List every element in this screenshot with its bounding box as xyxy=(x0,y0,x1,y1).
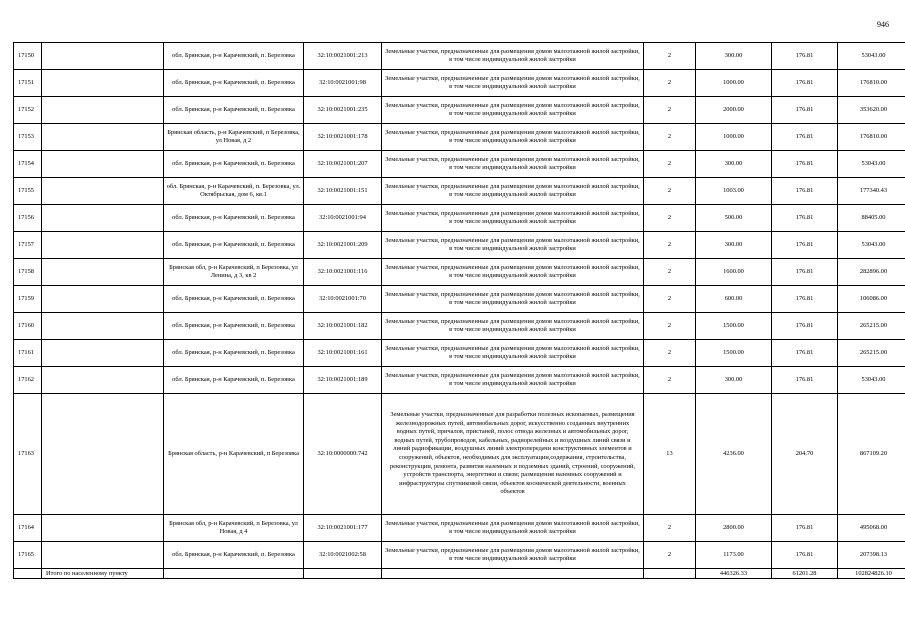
cadastral-value-cell: 53043.00 xyxy=(838,367,905,394)
address-cell: Брянская обл, р-н Карачевский, п Березовка, ул Новая, д 4 xyxy=(164,515,304,542)
group-cell: 2 xyxy=(644,340,696,367)
table-row xyxy=(14,151,905,178)
group-cell: 2 xyxy=(644,259,696,286)
group-cell: 2 xyxy=(644,43,696,70)
group-cell: 2 xyxy=(644,124,696,151)
cadastral-number-cell: 32:10:0021001:70 xyxy=(304,286,382,313)
total-row xyxy=(14,569,905,579)
table-row xyxy=(14,97,905,124)
land-use-cell: Земельные участки, предназначенные для размещения домов малоэтажной жилой застройки, в том числе индивидуальной жилой застройки xyxy=(382,97,644,124)
rate-cell: 176.81 xyxy=(772,70,838,97)
row-number-cell: 17156 xyxy=(14,205,42,232)
cadastral-number-cell: 32:10:0021001:178 xyxy=(304,124,382,151)
empty-cell xyxy=(42,259,164,286)
empty-cell xyxy=(382,569,644,579)
table-row xyxy=(14,394,905,515)
cadastral-value-cell: 867109.20 xyxy=(838,394,905,515)
address-cell: Брянская обл, р-н Карачевский, п Березовка, ул Ленина, д 3, кв 2 xyxy=(164,259,304,286)
row-number-cell: 17164 xyxy=(14,515,42,542)
rate-cell: 176.81 xyxy=(772,259,838,286)
address-cell: Брянская область, р-н Карачевский, п Березовка xyxy=(164,394,304,515)
address-cell: обл. Брянская, р-н Карачевский, п. Березовка xyxy=(164,97,304,124)
table-row xyxy=(14,232,905,259)
land-use-cell: Земельные участки, предназначенные для размещения домов малоэтажной жилой застройки, в том числе индивидуальной жилой застройки xyxy=(382,340,644,367)
empty-cell xyxy=(42,394,164,515)
area-cell: 300.00 xyxy=(696,367,772,394)
cadastral-number-cell: 32:10:0021001:189 xyxy=(304,367,382,394)
group-cell: 13 xyxy=(644,394,696,515)
empty-cell xyxy=(42,367,164,394)
group-cell: 2 xyxy=(644,515,696,542)
empty-cell xyxy=(42,286,164,313)
address-cell: обл. Брянская, р-н Карачевский, п. Березовка, ул. Октябрьская, дом 6, кв.1 xyxy=(164,178,304,205)
table-row xyxy=(14,205,905,232)
empty-cell xyxy=(42,232,164,259)
empty-cell xyxy=(42,43,164,70)
area-cell: 300.00 xyxy=(696,232,772,259)
group-cell: 2 xyxy=(644,151,696,178)
cadastral-number-cell: 32:10:0021001:213 xyxy=(304,43,382,70)
table-row xyxy=(14,515,905,542)
address-cell: Брянская область, р-н Карачевский, п Березовка, ул Новая, д 2 xyxy=(164,124,304,151)
area-cell: 1000.00 xyxy=(696,70,772,97)
cadastral-value-cell: 495068.00 xyxy=(838,515,905,542)
land-use-cell: Земельные участки, предназначенные для размещения домов малоэтажной жилой застройки, в том числе индивидуальной жилой застройки xyxy=(382,286,644,313)
rate-cell: 176.81 xyxy=(772,367,838,394)
cadastral-number-cell: 32:10:0021001:235 xyxy=(304,97,382,124)
rate-cell: 176.81 xyxy=(772,151,838,178)
empty-cell xyxy=(42,515,164,542)
rate-cell: 176.81 xyxy=(772,232,838,259)
area-cell: 500.00 xyxy=(696,205,772,232)
group-cell: 2 xyxy=(644,205,696,232)
cadastral-number-cell: 32:10:0000000:742 xyxy=(304,394,382,515)
row-number-cell: 17150 xyxy=(14,43,42,70)
table-row xyxy=(14,178,905,205)
row-number-cell: 17157 xyxy=(14,232,42,259)
address-cell: обл. Брянская, р-н Карачевский, п. Березовка xyxy=(164,286,304,313)
empty-cell xyxy=(42,340,164,367)
area-cell: 1500.00 xyxy=(696,340,772,367)
land-use-cell: Земельные участки, предназначенные для размещения домов малоэтажной жилой застройки, в том числе индивидуальной жилой застройки xyxy=(382,367,644,394)
group-cell: 2 xyxy=(644,178,696,205)
total-label: Итого по населенному пункту xyxy=(42,569,164,579)
row-number-cell: 17159 xyxy=(14,286,42,313)
cadastral-number-cell: 32:10:0021001:94 xyxy=(304,205,382,232)
cadastral-number-cell: 32:10:0021001:177 xyxy=(304,515,382,542)
address-cell: обл. Брянская, р-н Карачевский, п. Березовка xyxy=(164,232,304,259)
land-use-cell: Земельные участки, предназначенные для размещения домов малоэтажной жилой застройки, в том числе индивидуальной жилой застройки xyxy=(382,205,644,232)
land-use-cell: Земельные участки, предназначенные для размещения домов малоэтажной жилой застройки, в том числе индивидуальной жилой застройки xyxy=(382,124,644,151)
cadastral-value-cell: 207398.13 xyxy=(838,542,905,569)
cadastral-number-cell: 32:10:0021001:209 xyxy=(304,232,382,259)
table-body xyxy=(14,43,905,579)
area-cell: 300.00 xyxy=(696,43,772,70)
area-cell: 1000.00 xyxy=(696,124,772,151)
rate-cell: 176.81 xyxy=(772,205,838,232)
cadastral-number-cell: 32:10:0021001:116 xyxy=(304,259,382,286)
cadastral-value-cell: 106086.00 xyxy=(838,286,905,313)
land-use-cell: Земельные участки, предназначенные для размещения домов малоэтажной жилой застройки, в том числе индивидуальной жилой застройки xyxy=(382,515,644,542)
group-cell: 2 xyxy=(644,367,696,394)
area-cell: 2000.00 xyxy=(696,97,772,124)
table-row xyxy=(14,70,905,97)
address-cell: обл. Брянская, р-н Карачевский, п. Березовка xyxy=(164,70,304,97)
cadastral-value-cell: 282896.00 xyxy=(838,259,905,286)
cadastral-value-cell: 265215.00 xyxy=(838,313,905,340)
rate-cell: 176.81 xyxy=(772,515,838,542)
address-cell: обл. Брянская, р-н Карачевский, п. Березовка xyxy=(164,43,304,70)
group-cell: 2 xyxy=(644,286,696,313)
land-use-cell: Земельные участки, предназначенные для размещения домов малоэтажной жилой застройки, в том числе индивидуальной жилой застройки xyxy=(382,178,644,205)
empty-cell xyxy=(14,569,42,579)
land-use-cell: Земельные участки, предназначенные для размещения домов малоэтажной жилой застройки, в том числе индивидуальной жилой застройки xyxy=(382,313,644,340)
row-number-cell: 17163 xyxy=(14,394,42,515)
land-use-cell: Земельные участки, предназначенные для размещения домов малоэтажной жилой застройки, в том числе индивидуальной жилой застройки xyxy=(382,43,644,70)
empty-cell xyxy=(42,70,164,97)
total-area-cell: 446326.33 xyxy=(696,569,772,579)
area-cell: 4236.00 xyxy=(696,394,772,515)
empty-cell xyxy=(42,542,164,569)
empty-cell xyxy=(304,569,382,579)
row-number-cell: 17161 xyxy=(14,340,42,367)
land-use-cell: Земельные участки, предназначенные для разработки полезных ископаемых, размещения железнодорожных путей, автомобильных дорог, искусственно созданных внутренних водных путей, причалов, пристаней, полос отвода железных и автомобильных дорог, водных путей, трубопроводов, кабельных, радиорелейных и воздушных линий связи и линий радиофикации, воздушных линий электропередачи конструктивных элементов и сооружений, объектов, необходимых для эксплуатации,содержания, строительства, реконструкции, ремонта, развития наземных и подземных зданий, строений, сооружений, устройств транспорта, энергетики и связи; размещения наземных сооружений и инфраструктуры спутниковой связи, объектов космической деятельности, военных объектов xyxy=(382,394,644,515)
cadastral-value-cell: 53043.00 xyxy=(838,43,905,70)
cadastral-value-cell: 53043.00 xyxy=(838,232,905,259)
address-cell: обл. Брянская, р-н Карачевский, п. Березовка xyxy=(164,367,304,394)
cadastral-value-cell: 353620.00 xyxy=(838,97,905,124)
rate-cell: 176.81 xyxy=(772,286,838,313)
land-use-cell: Земельные участки, предназначенные для размещения домов малоэтажной жилой застройки, в том числе индивидуальной жилой застройки xyxy=(382,259,644,286)
empty-cell xyxy=(42,205,164,232)
row-number-cell: 17162 xyxy=(14,367,42,394)
cadastral-number-cell: 32:10:0021001:98 xyxy=(304,70,382,97)
rate-cell: 176.81 xyxy=(772,124,838,151)
total-rate-cell: 61201.28 xyxy=(772,569,838,579)
address-cell: обл. Брянская, р-н Карачевский, п. Березовка xyxy=(164,151,304,178)
empty-cell xyxy=(644,569,696,579)
row-number-cell: 17152 xyxy=(14,97,42,124)
cadastral-number-cell: 32:10:0021001:161 xyxy=(304,340,382,367)
land-use-cell: Земельные участки, предназначенные для размещения домов малоэтажной жилой застройки, в том числе индивидуальной жилой застройки xyxy=(382,151,644,178)
table-row xyxy=(14,259,905,286)
row-number-cell: 17165 xyxy=(14,542,42,569)
address-cell: обл. Брянская, р-н Карачевский, п. Березовка xyxy=(164,205,304,232)
group-cell: 2 xyxy=(644,232,696,259)
page-number: 946 xyxy=(877,20,889,29)
cadastral-number-cell: 32:10:0021001:207 xyxy=(304,151,382,178)
rate-cell: 176.81 xyxy=(772,340,838,367)
group-cell: 2 xyxy=(644,70,696,97)
address-cell: обл. Брянская, р-н Карачевский, п. Березовка xyxy=(164,313,304,340)
rate-cell: 176.81 xyxy=(772,43,838,70)
table-row xyxy=(14,43,905,70)
land-use-cell: Земельные участки, предназначенные для размещения домов малоэтажной жилой застройки, в том числе индивидуальной жилой застройки xyxy=(382,70,644,97)
rate-cell: 176.81 xyxy=(772,542,838,569)
cadastral-value-cell: 88405.00 xyxy=(838,205,905,232)
area-cell: 2800.00 xyxy=(696,515,772,542)
table-row xyxy=(14,313,905,340)
rate-cell: 176.81 xyxy=(772,313,838,340)
cadastral-number-cell: 32:10:0021002:58 xyxy=(304,542,382,569)
cadastral-value-cell: 176810.00 xyxy=(838,124,905,151)
cadastral-number-cell: 32:10:0021001:151 xyxy=(304,178,382,205)
empty-cell xyxy=(42,124,164,151)
total-value-cell: 102824826.10 xyxy=(838,569,905,579)
table-row xyxy=(14,542,905,569)
area-cell: 1173.00 xyxy=(696,542,772,569)
row-number-cell: 17158 xyxy=(14,259,42,286)
table-row xyxy=(14,340,905,367)
area-cell: 600.00 xyxy=(696,286,772,313)
area-cell: 1600.00 xyxy=(696,259,772,286)
group-cell: 2 xyxy=(644,313,696,340)
address-cell: обл. Брянская, р-н Карачевский, п. Березовка xyxy=(164,542,304,569)
cadastral-value-cell: 265215.00 xyxy=(838,340,905,367)
cadastral-value-cell: 176810.00 xyxy=(838,70,905,97)
area-cell: 300.00 xyxy=(696,151,772,178)
cadastral-number-cell: 32:10:0021001:182 xyxy=(304,313,382,340)
rate-cell: 204.70 xyxy=(772,394,838,515)
row-number-cell: 17160 xyxy=(14,313,42,340)
address-cell: обл. Брянская, р-н Карачевский, п. Березовка xyxy=(164,340,304,367)
table-row xyxy=(14,124,905,151)
table-row xyxy=(14,286,905,313)
row-number-cell: 17154 xyxy=(14,151,42,178)
area-cell: 1500.00 xyxy=(696,313,772,340)
area-cell: 1003.00 xyxy=(696,178,772,205)
row-number-cell: 17153 xyxy=(14,124,42,151)
land-use-cell: Земельные участки, предназначенные для размещения домов малоэтажной жилой застройки, в том числе индивидуальной жилой застройки xyxy=(382,542,644,569)
empty-cell xyxy=(164,569,304,579)
row-number-cell: 17151 xyxy=(14,70,42,97)
group-cell: 2 xyxy=(644,542,696,569)
land-cadastral-table xyxy=(13,42,905,579)
rate-cell: 176.81 xyxy=(772,178,838,205)
empty-cell xyxy=(42,97,164,124)
row-number-cell: 17155 xyxy=(14,178,42,205)
rate-cell: 176.81 xyxy=(772,97,838,124)
cadastral-value-cell: 53043.00 xyxy=(838,151,905,178)
empty-cell xyxy=(42,151,164,178)
table-row xyxy=(14,367,905,394)
empty-cell xyxy=(42,313,164,340)
land-use-cell: Земельные участки, предназначенные для размещения домов малоэтажной жилой застройки, в том числе индивидуальной жилой застройки xyxy=(382,232,644,259)
empty-cell xyxy=(42,178,164,205)
cadastral-value-cell: 177340.43 xyxy=(838,178,905,205)
group-cell: 2 xyxy=(644,97,696,124)
